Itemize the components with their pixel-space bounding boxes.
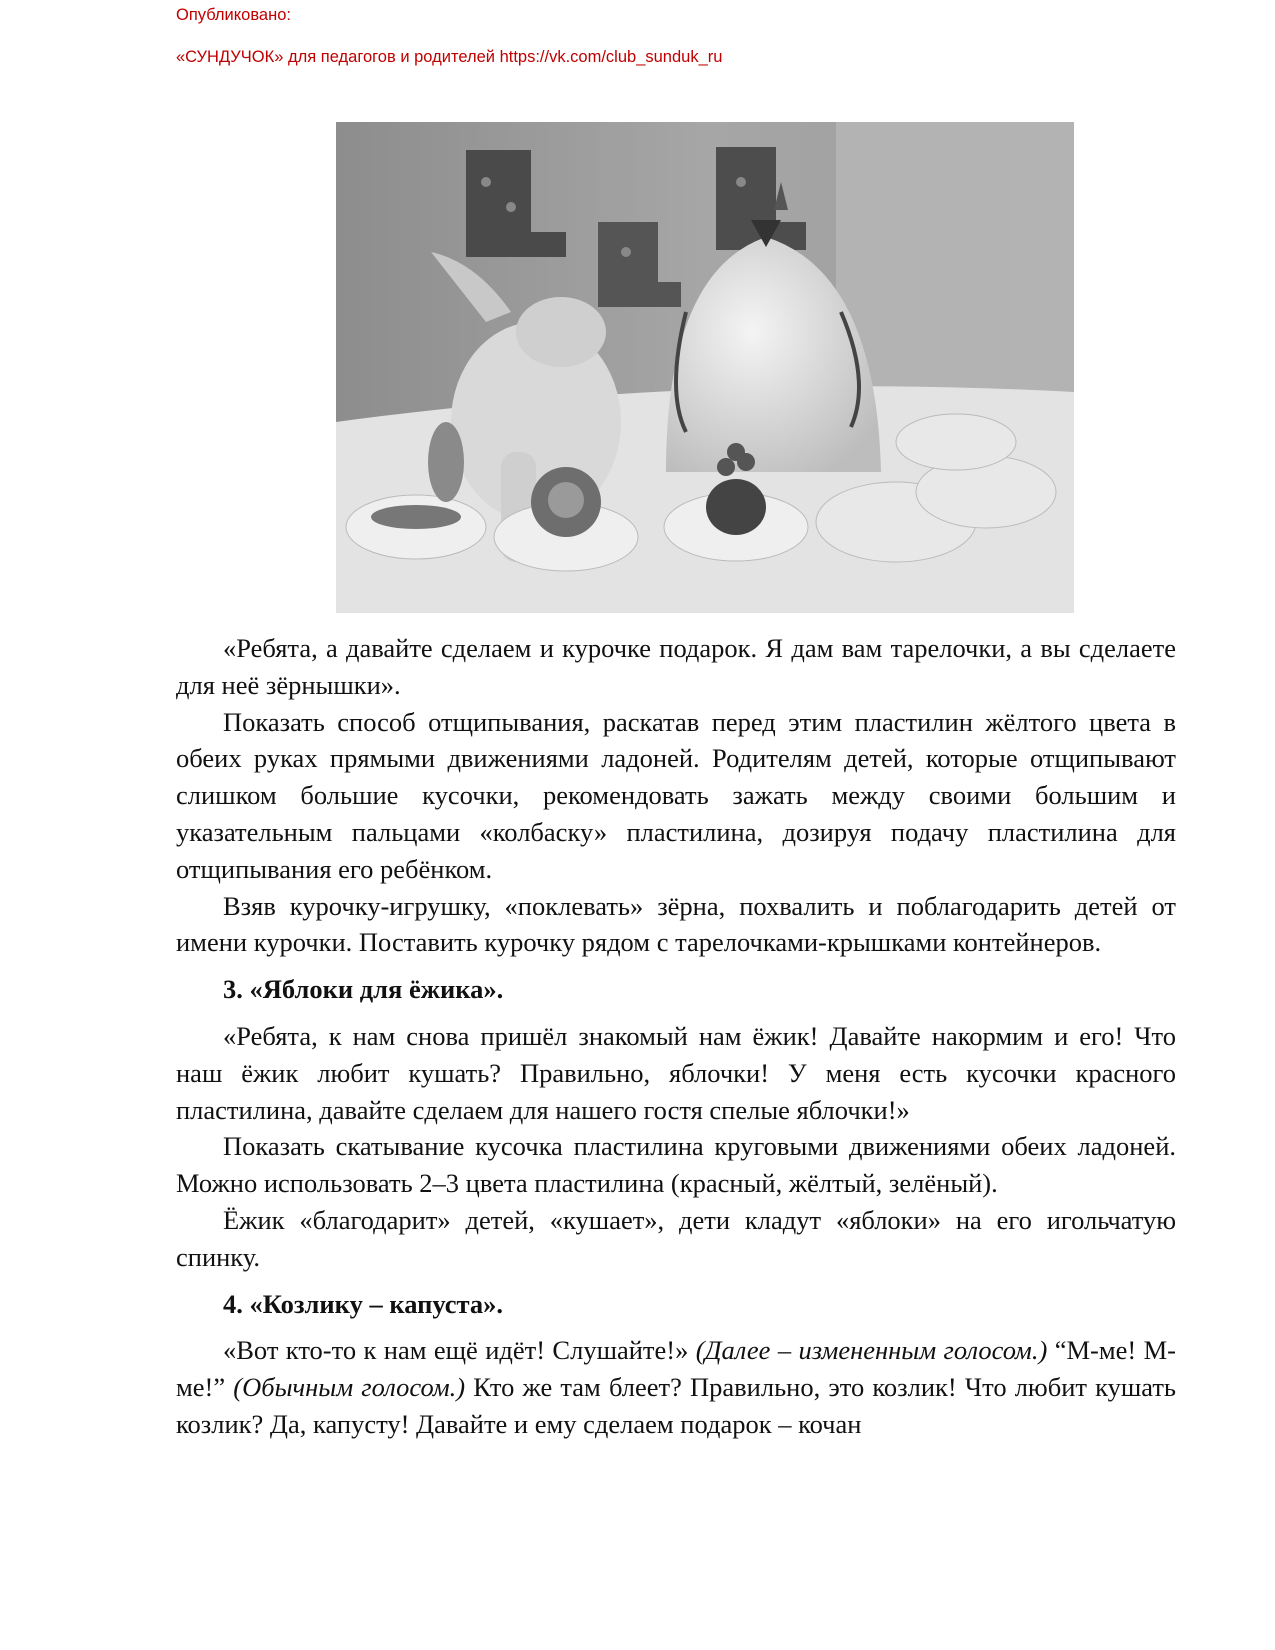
- paragraph-3: Взяв курочку-игрушку, «поклевать» зёрна, похвалить и поблагодарить детей от имени курочки. Поставить курочку рядом с тарелочками-крышками контейнеров.: [176, 890, 1176, 958]
- paragraph-4: «Ребята, к нам снова пришёл знакомый нам ёжик! Давайте накормим и его! Что наш ёжик любит кушать? Правильно, яблочки! У меня есть кусочки красного пластилина, давайте сделаем для нашего гостя спелые яблочки!»: [176, 1020, 1176, 1125]
- body-text: [176, 630, 1176, 1443]
- paragraph-2: Показать способ отщипывания, раскатав перед этим пластилин жёлтого цвета в обеих руках прямыми движениями ладоней. Родителям детей, которые отщипывают слишком большие кусочки, рекомендовать зажать между своими большим и указательным пальцами «колбаску» пластилина, дозируя подачу пластилина для отщипывания его ребёнком.: [176, 706, 1176, 884]
- paragraph-7: [176, 1332, 1176, 1442]
- paragraph-1: «Ребята, а давайте сделаем и курочке подарок. Я дам вам тарелочки, а вы сделаете для неё зёрнышки».: [176, 633, 1176, 700]
- source-link[interactable]: «СУНДУЧОК» для педагогов и родителей https://vk.com/club_sunduk_ru: [176, 48, 723, 66]
- published-label: Опубликовано:: [176, 6, 291, 24]
- paragraph-7-rest: Кто же там блеет? Правильно, это козлик! Что любит кушать козлик? Да, капусту! Давайте и ему сделаем подарок – кочан: [176, 1372, 1177, 1439]
- paragraph-6: Ёжик «благодарит» детей, «кушает», дети кладут «яблоки» на его игольчатую спинку.: [176, 1204, 1176, 1272]
- paragraph-7-bleat: “М-ме! М-ме!”: [176, 1335, 1177, 1403]
- paragraph-7-remark-2: (Обычным голосом.): [233, 1372, 466, 1403]
- photo: [336, 122, 1074, 613]
- paragraph-7-quote: «Вот кто-то к нам ещё идёт! Слушайте!»: [223, 1335, 689, 1366]
- section-heading-4: 4. «Козлику – капуста».: [223, 1288, 504, 1319]
- photo-icon: [336, 122, 1074, 613]
- paragraph-7-remark: (Далее – измененным голосом.): [695, 1335, 1048, 1366]
- section-heading-3: 3. «Яблоки для ёжика».: [223, 974, 504, 1005]
- paragraph-5: Показать скатывание кусочка пластилина круговыми движениями обеих ладоней. Можно использовать 2–3 цвета пластилина (красный, жёлтый, зелёный).: [176, 1131, 1176, 1199]
